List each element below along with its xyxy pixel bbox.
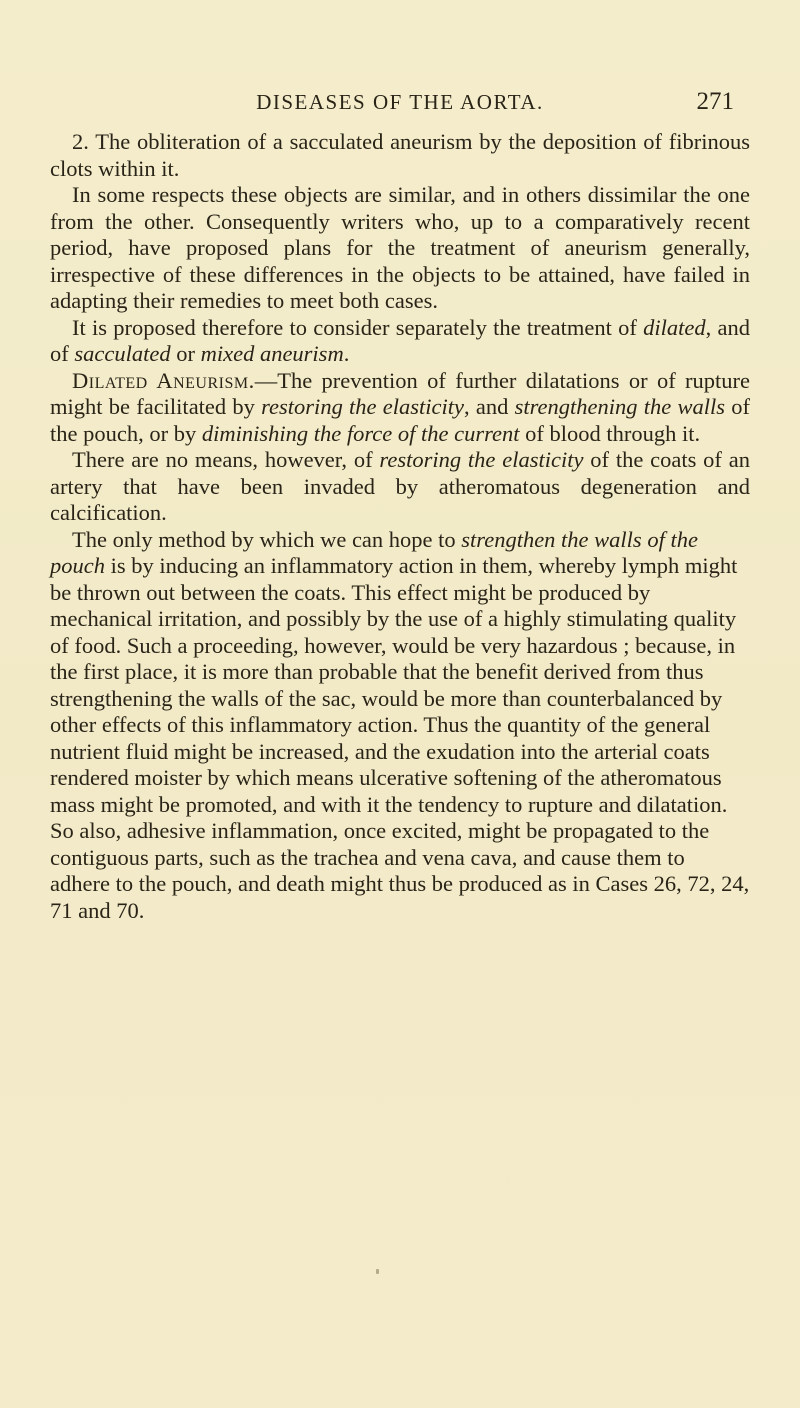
text-span: or [170,341,201,366]
italic-term: diminishing the force of the current [201,420,520,446]
italic-term: restoring the elasticity [261,394,464,419]
text-span: , and of [50,314,750,366]
text-span: of blood through it. [519,420,701,446]
text-span: , and [464,394,515,419]
italic-term: mixed aneurism [200,341,344,366]
text-span: There are no means, however, of [72,447,380,472]
text-span: —The prevention of further dilatations or of rupture might be facilitated by [50,367,751,419]
italic-term: restoring the elasticity [379,447,584,472]
paragraph-6 [50,527,750,925]
paragraph-4 [50,368,750,448]
text-span: of the pouch, or by [50,394,750,446]
text-span: of the coats of an artery that have been invaded by atheromatous degeneration and calcification. [50,447,750,525]
italic-term: strengthen the walls of the pouch [50,526,698,578]
section-heading: Dilated Aneurism. [72,367,255,393]
paragraph-2: In some respects these objects are similar, and in others dissimilar the one from the other. Consequently writers who, up to a comparatively recent period, have proposed plans for the treatment of aneurism generally, irrespective of these differences in the objects to be attained, have failed in adapting their remedies to meet both cases. [50,182,750,313]
italic-term: dilated [643,314,706,340]
page-number: 271 [696,88,734,115]
text-span: It is proposed therefore to consider separately the treatment of [72,314,644,340]
running-title: DISEASES OF THE AORTA. [256,90,544,114]
text-span: . [343,341,350,366]
running-head [0,88,800,120]
paragraph-5 [50,447,750,527]
paragraph-1: 2. The obliteration of a sacculated aneurism by the deposition of fibrinous clots within it. [50,129,750,181]
text-span: The only method by which we can hope to [72,526,462,552]
text-body [50,129,750,924]
text-span: is by inducing an inflammatory action in them, whereby lymph might be thrown out between the coats. This effect might be produced by mechanical irritation, and possibly by the use of a highly stimulating quality of food. Such a proceeding, however, would be very hazardous ; because, in the first place, it is more than probable that the benefit derived from thus strengthening the walls of the sac, would be more than counterbalanced by other effects of this inflammatory action. Thus the quantity of the general nutrient fluid might be increased, and the exudation into the arterial coats rendered moister by which means ulcerative softening of the atheromatous mass might be promoted, and with it the tendency to rupture and dilatation. So also, adhesive inflammation, once excited, might be propagated to the contiguous parts, such as the trachea and vena cava, and cause them to adhere to the pouch, and death might thus be produced as in Cases 26, 72, 24, 71 and 70. [50,553,750,923]
italic-term: sacculated [74,341,171,366]
paragraph-3 [50,315,750,368]
print-speck [376,1269,379,1274]
italic-term: strengthening the walls [514,394,725,419]
